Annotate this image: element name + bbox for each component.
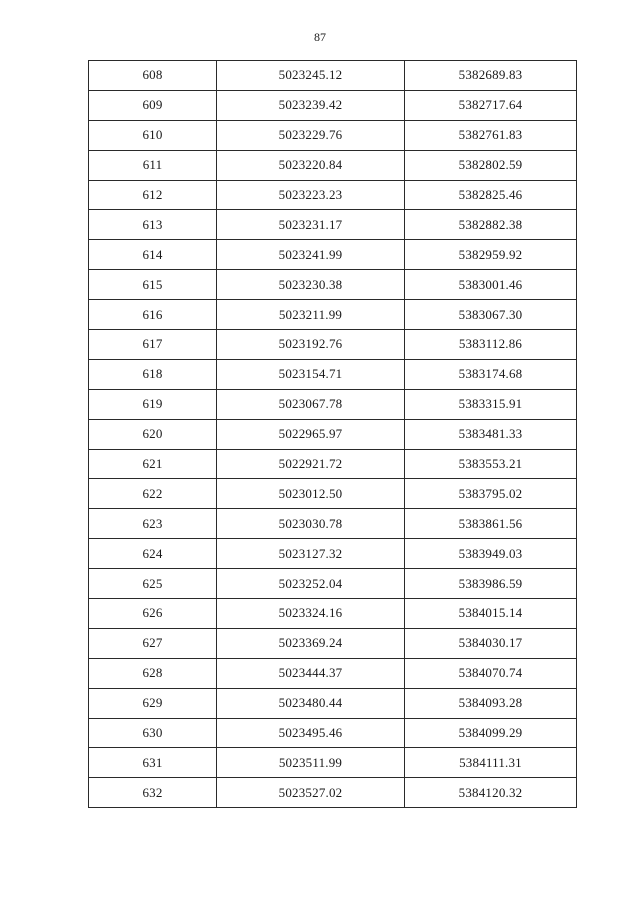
- y-coordinate-cell: 5383067.30: [405, 300, 577, 330]
- x-coordinate-cell: 5023229.76: [217, 120, 405, 150]
- table-row: [89, 180, 577, 210]
- y-coordinate-cell: 5383553.21: [405, 449, 577, 479]
- x-coordinate-cell: 5023252.04: [217, 569, 405, 599]
- point-number-cell: 613: [89, 210, 217, 240]
- table-row: [89, 479, 577, 509]
- y-coordinate-cell: 5382717.64: [405, 90, 577, 120]
- x-coordinate-cell: 5023067.78: [217, 389, 405, 419]
- table-row: [89, 389, 577, 419]
- x-coordinate-cell: 5023480.44: [217, 688, 405, 718]
- table-row: [89, 61, 577, 91]
- table-row: [89, 599, 577, 629]
- point-number-cell: 628: [89, 658, 217, 688]
- point-number-cell: 611: [89, 150, 217, 180]
- table-row: [89, 270, 577, 300]
- table-row: [89, 330, 577, 360]
- coordinate-table: [88, 60, 577, 808]
- x-coordinate-cell: 5023511.99: [217, 748, 405, 778]
- y-coordinate-cell: 5383001.46: [405, 270, 577, 300]
- table-row: [89, 210, 577, 240]
- point-number-cell: 631: [89, 748, 217, 778]
- x-coordinate-cell: 5023527.02: [217, 778, 405, 808]
- x-coordinate-cell: 5023012.50: [217, 479, 405, 509]
- table-row: [89, 300, 577, 330]
- point-number-cell: 623: [89, 509, 217, 539]
- point-number-cell: 632: [89, 778, 217, 808]
- point-number-cell: 630: [89, 718, 217, 748]
- y-coordinate-cell: 5383112.86: [405, 330, 577, 360]
- y-coordinate-cell: 5383986.59: [405, 569, 577, 599]
- point-number-cell: 619: [89, 389, 217, 419]
- y-coordinate-cell: 5384070.74: [405, 658, 577, 688]
- x-coordinate-cell: 5023369.24: [217, 628, 405, 658]
- y-coordinate-cell: 5384030.17: [405, 628, 577, 658]
- coordinate-table-body: [89, 61, 577, 808]
- y-coordinate-cell: 5382761.83: [405, 120, 577, 150]
- point-number-cell: 621: [89, 449, 217, 479]
- y-coordinate-cell: 5384093.28: [405, 688, 577, 718]
- x-coordinate-cell: 5023324.16: [217, 599, 405, 629]
- y-coordinate-cell: 5384111.31: [405, 748, 577, 778]
- y-coordinate-cell: 5383949.03: [405, 539, 577, 569]
- point-number-cell: 626: [89, 599, 217, 629]
- point-number-cell: 629: [89, 688, 217, 718]
- point-number-cell: 609: [89, 90, 217, 120]
- x-coordinate-cell: 5023223.23: [217, 180, 405, 210]
- y-coordinate-cell: 5383795.02: [405, 479, 577, 509]
- table-row: [89, 628, 577, 658]
- x-coordinate-cell: 5023495.46: [217, 718, 405, 748]
- point-number-cell: 618: [89, 359, 217, 389]
- point-number-cell: 608: [89, 61, 217, 91]
- table-row: [89, 569, 577, 599]
- x-coordinate-cell: 5023230.38: [217, 270, 405, 300]
- y-coordinate-cell: 5383174.68: [405, 359, 577, 389]
- y-coordinate-cell: 5382882.38: [405, 210, 577, 240]
- x-coordinate-cell: 5023192.76: [217, 330, 405, 360]
- y-coordinate-cell: 5383481.33: [405, 419, 577, 449]
- y-coordinate-cell: 5384015.14: [405, 599, 577, 629]
- table-row: [89, 748, 577, 778]
- table-row: [89, 449, 577, 479]
- table-row: [89, 778, 577, 808]
- x-coordinate-cell: 5023444.37: [217, 658, 405, 688]
- table-row: [89, 359, 577, 389]
- table-row: [89, 688, 577, 718]
- table-row: [89, 240, 577, 270]
- x-coordinate-cell: 5023127.32: [217, 539, 405, 569]
- table-row: [89, 90, 577, 120]
- point-number-cell: 616: [89, 300, 217, 330]
- point-number-cell: 625: [89, 569, 217, 599]
- y-coordinate-cell: 5384099.29: [405, 718, 577, 748]
- x-coordinate-cell: 5023245.12: [217, 61, 405, 91]
- x-coordinate-cell: 5022921.72: [217, 449, 405, 479]
- point-number-cell: 624: [89, 539, 217, 569]
- x-coordinate-cell: 5023211.99: [217, 300, 405, 330]
- y-coordinate-cell: 5382802.59: [405, 150, 577, 180]
- point-number-cell: 627: [89, 628, 217, 658]
- x-coordinate-cell: 5023220.84: [217, 150, 405, 180]
- table-row: [89, 718, 577, 748]
- y-coordinate-cell: 5383315.91: [405, 389, 577, 419]
- page-number: 87: [314, 30, 326, 44]
- table-row: [89, 120, 577, 150]
- point-number-cell: 612: [89, 180, 217, 210]
- y-coordinate-cell: 5384120.32: [405, 778, 577, 808]
- x-coordinate-cell: 5022965.97: [217, 419, 405, 449]
- y-coordinate-cell: 5382959.92: [405, 240, 577, 270]
- x-coordinate-cell: 5023154.71: [217, 359, 405, 389]
- table-row: [89, 509, 577, 539]
- x-coordinate-cell: 5023241.99: [217, 240, 405, 270]
- point-number-cell: 622: [89, 479, 217, 509]
- y-coordinate-cell: 5382689.83: [405, 61, 577, 91]
- point-number-cell: 615: [89, 270, 217, 300]
- point-number-cell: 610: [89, 120, 217, 150]
- x-coordinate-cell: 5023231.17: [217, 210, 405, 240]
- table-row: [89, 539, 577, 569]
- point-number-cell: 617: [89, 330, 217, 360]
- x-coordinate-cell: 5023239.42: [217, 90, 405, 120]
- y-coordinate-cell: 5383861.56: [405, 509, 577, 539]
- y-coordinate-cell: 5382825.46: [405, 180, 577, 210]
- point-number-cell: 614: [89, 240, 217, 270]
- table-row: [89, 419, 577, 449]
- x-coordinate-cell: 5023030.78: [217, 509, 405, 539]
- table-row: [89, 658, 577, 688]
- point-number-cell: 620: [89, 419, 217, 449]
- table-row: [89, 150, 577, 180]
